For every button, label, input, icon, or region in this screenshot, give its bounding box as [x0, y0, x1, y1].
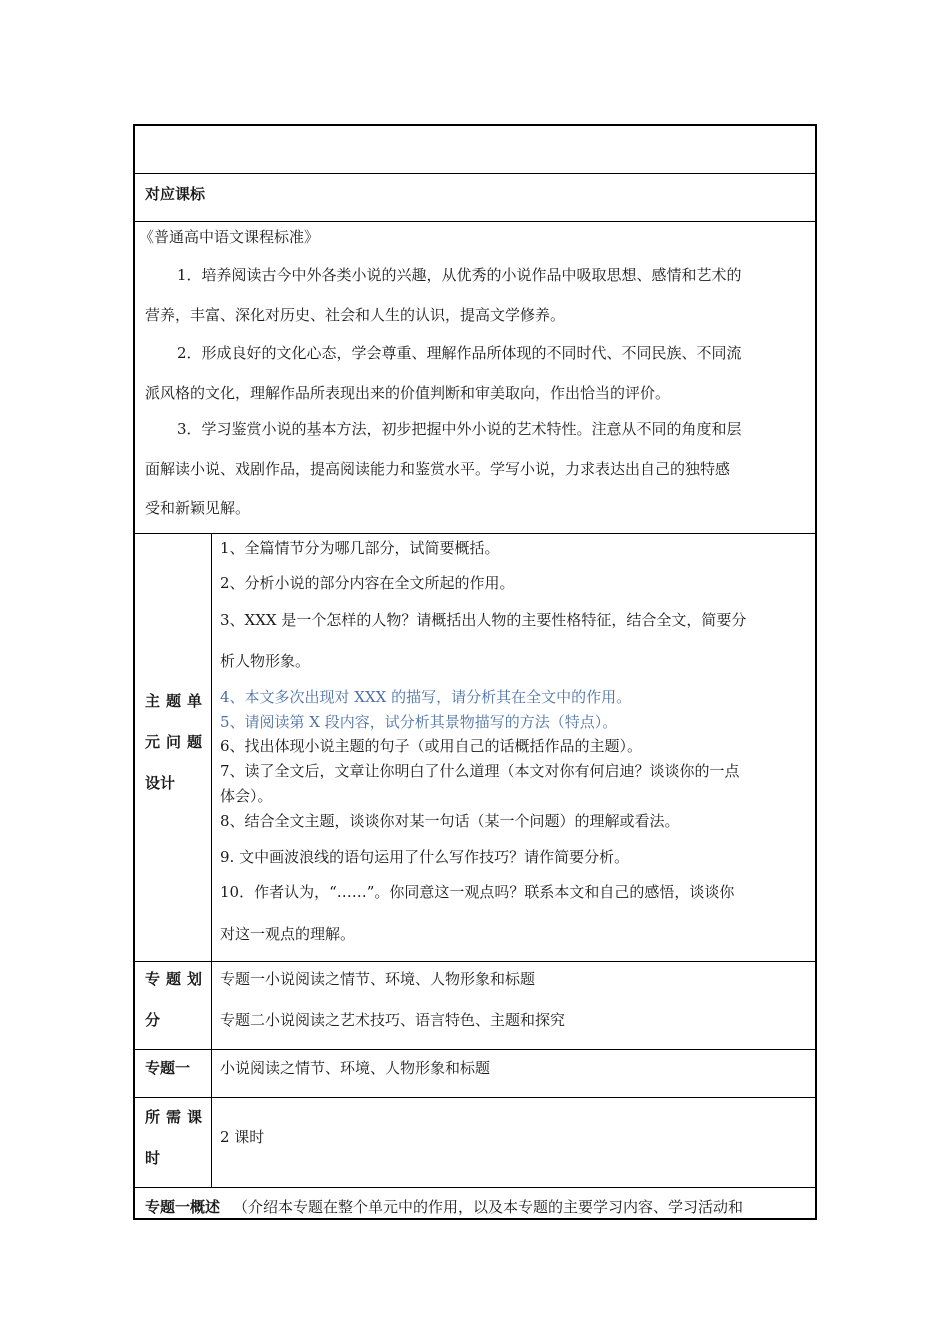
unit-questions-label-line-3: 设计 [145, 774, 176, 792]
lesson-plan-table [133, 124, 817, 1220]
question-10-line-2: 对这一观点的理解。 [220, 925, 356, 943]
standards-heading: 对应课标 [145, 185, 206, 203]
question-9: 9. 文中画波浪线的语句运用了什么写作技巧？请作简要分析。 [220, 848, 630, 866]
hours-row [135, 1098, 815, 1188]
standard-title: 《普通高中语文课程标准》 [139, 228, 320, 246]
standard-item-2-line-1: 2．形成良好的文化心态，学会尊重、理解作品所体现的不同时代、不同民族、不同流 [177, 344, 742, 362]
topic-one-label: 专题一 [145, 1059, 191, 1077]
hours-label-cell [135, 1098, 212, 1187]
question-4: 4、本文多次出现对 XXX 的描写，请分析其在全文中的作用。 [220, 688, 632, 706]
standard-item-3-line-3: 受和新颖见解。 [145, 499, 251, 517]
question-7-line-1: 7、读了全文后，文章让你明白了什么道理（本文对你有何启迪？谈谈你的一点 [220, 762, 740, 780]
question-7-line-2: 体会）。 [220, 787, 273, 805]
question-3-line-1: 3、XXX 是一个怎样的人物？请概括出人物的主要性格特征，结合全文，简要分 [220, 611, 747, 629]
topic-1-text: 专题一小说阅读之情节、环境、人物形象和标题 [220, 970, 536, 988]
standards-content-row [135, 222, 815, 534]
topic-one-value: 小说阅读之情节、环境、人物形象和标题 [220, 1059, 491, 1077]
topic-division-body-cell [212, 962, 815, 1049]
empty-row [135, 126, 815, 174]
question-8: 8、结合全文主题，谈谈你对某一句话（某一个问题）的理解或看法。 [220, 812, 680, 830]
topic-division-label-cell [135, 962, 212, 1049]
topic-one-body-cell [212, 1050, 815, 1097]
hours-body-cell [212, 1098, 815, 1187]
question-3-line-2: 析人物形象。 [220, 652, 311, 670]
standard-item-2-line-2: 派风格的文化，理解作品所表现出来的价值判断和审美取向，作出恰当的评价。 [145, 384, 671, 402]
standard-item-3-line-1: 3．学习鉴赏小说的基本方法，初步把握中外小说的艺术特性。注意从不同的角度和层 [177, 420, 742, 438]
standard-item-1-line-2: 营养，丰富、深化对历史、社会和人生的认识，提高文学修养。 [145, 306, 566, 324]
unit-questions-label-cell [135, 534, 212, 961]
standard-item-1-line-1: 1．培养阅读古今中外各类小说的兴趣，从优秀的小说作品中吸取思想、感情和艺术的 [177, 266, 742, 284]
standard-item-3-line-2: 面解读小说、戏剧作品，提高阅读能力和鉴赏水平。学写小说，力求表达出自己的独特感 [145, 460, 731, 478]
question-2: 2、分析小说的部分内容在全文所起的作用。 [220, 574, 515, 592]
overview-label: 专题一概述 [145, 1198, 221, 1216]
question-5: 5、请阅读第 X 段内容，试分析其景物描写的方法（特点）。 [220, 713, 618, 731]
topic-one-row [135, 1050, 815, 1098]
hours-label-line-1: 所需课 [145, 1108, 209, 1126]
unit-questions-body-cell [212, 534, 815, 961]
question-10-line-1: 10．作者认为，“……”。你同意这一观点吗？联系本文和自己的感悟，谈谈你 [220, 883, 735, 901]
unit-questions-label-line-2: 元问题 [145, 733, 209, 751]
question-1: 1、全篇情节分为哪几部分，试简要概括。 [220, 539, 500, 557]
unit-questions-label-line-1: 主题单 [145, 692, 209, 710]
topic-one-label-cell [135, 1050, 212, 1097]
topic-2-text: 专题二小说阅读之艺术技巧、语言特色、主题和探究 [220, 1011, 566, 1029]
topic-division-label-line-2: 分 [145, 1011, 167, 1029]
overview-text: （介绍本专题在整个单元中的作用，以及本专题的主要学习内容、学习活动和 [233, 1198, 744, 1216]
question-6: 6、找出体现小说主题的句子（或用自己的话概括作品的主题）。 [220, 737, 643, 755]
standards-heading-row [135, 174, 815, 222]
hours-value: 2 课时 [220, 1128, 265, 1146]
topic-division-label-line-1: 专题划 [145, 970, 209, 988]
overview-row [135, 1188, 815, 1220]
unit-questions-row [135, 534, 815, 962]
topic-division-row [135, 962, 815, 1050]
hours-label-line-2: 时 [145, 1149, 167, 1167]
